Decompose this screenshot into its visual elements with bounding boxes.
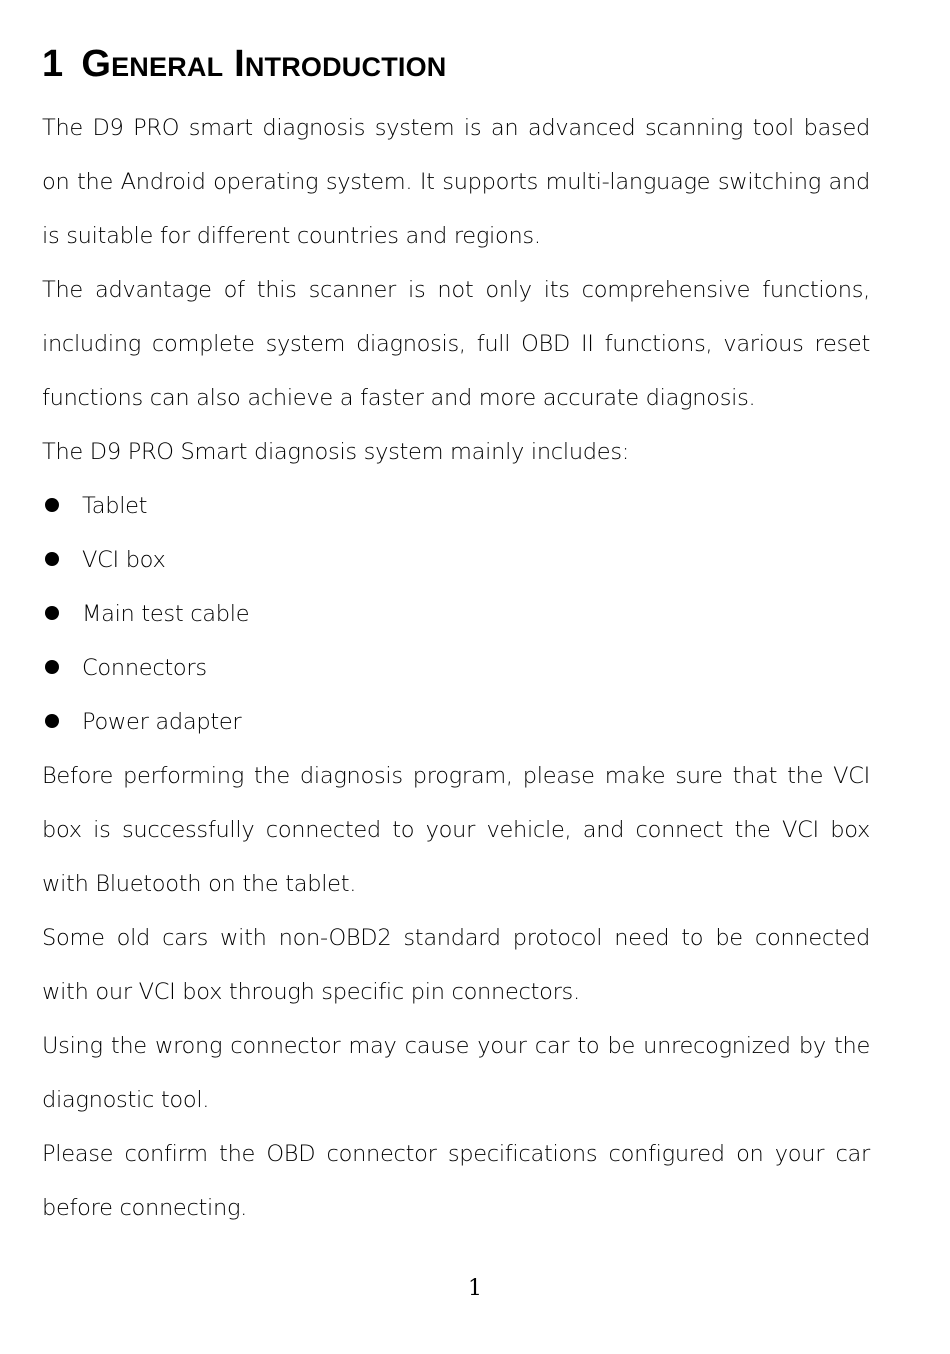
bullet-icon [45,714,59,728]
advantage-paragraph: The advantage of this scanner is not only its comprehensive functions, including complete system diagnosis, full OBD II functions, various reset functions can also achieve a faster and more accurate diagnosis. [42,277,870,411]
components-list [42,479,870,749]
section-number: 1 [42,43,64,85]
list-item-label: Connectors [82,655,207,681]
bullet-icon [45,606,59,620]
list-item-label: Main test cable [82,601,250,627]
wrong-connector-paragraph: Using the wrong connector may cause your car to be unrecognized by the diagnostic tool. [42,1033,870,1113]
section-body [42,101,870,1235]
list-item [42,533,870,587]
section-heading [42,40,447,88]
bullet-icon [45,498,59,512]
old-cars-paragraph: Some old cars with non-OBD2 standard protocol need to be connected with our VCI box through specific pin connectors. [42,925,870,1005]
bullet-icon [45,660,59,674]
list-item [42,641,870,695]
page-number: 1 [468,1276,482,1301]
list-item-label: Power adapter [82,709,242,735]
list-item [42,479,870,533]
bullet-icon [45,552,59,566]
section-title: General Introduction [81,43,447,85]
connection-paragraph: Before performing the diagnosis program, please make sure that the VCI box is successfully connected to your vehicle, and connect the VCI box with Bluetooth on the tablet. [42,763,870,897]
confirm-paragraph: Please confirm the OBD connector specifications configured on your car before connecting. [42,1141,870,1221]
list-item [42,587,870,641]
list-item-label: Tablet [82,493,148,519]
list-item-label: VCI box [82,547,166,573]
list-item [42,695,870,749]
includes-paragraph: The D9 PRO Smart diagnosis system mainly includes: [42,439,630,465]
intro-paragraph: The D9 PRO smart diagnosis system is an advanced scanning tool based on the Android operating system. It supports multi-language switching and is suitable for different countries and regions. [42,115,870,249]
